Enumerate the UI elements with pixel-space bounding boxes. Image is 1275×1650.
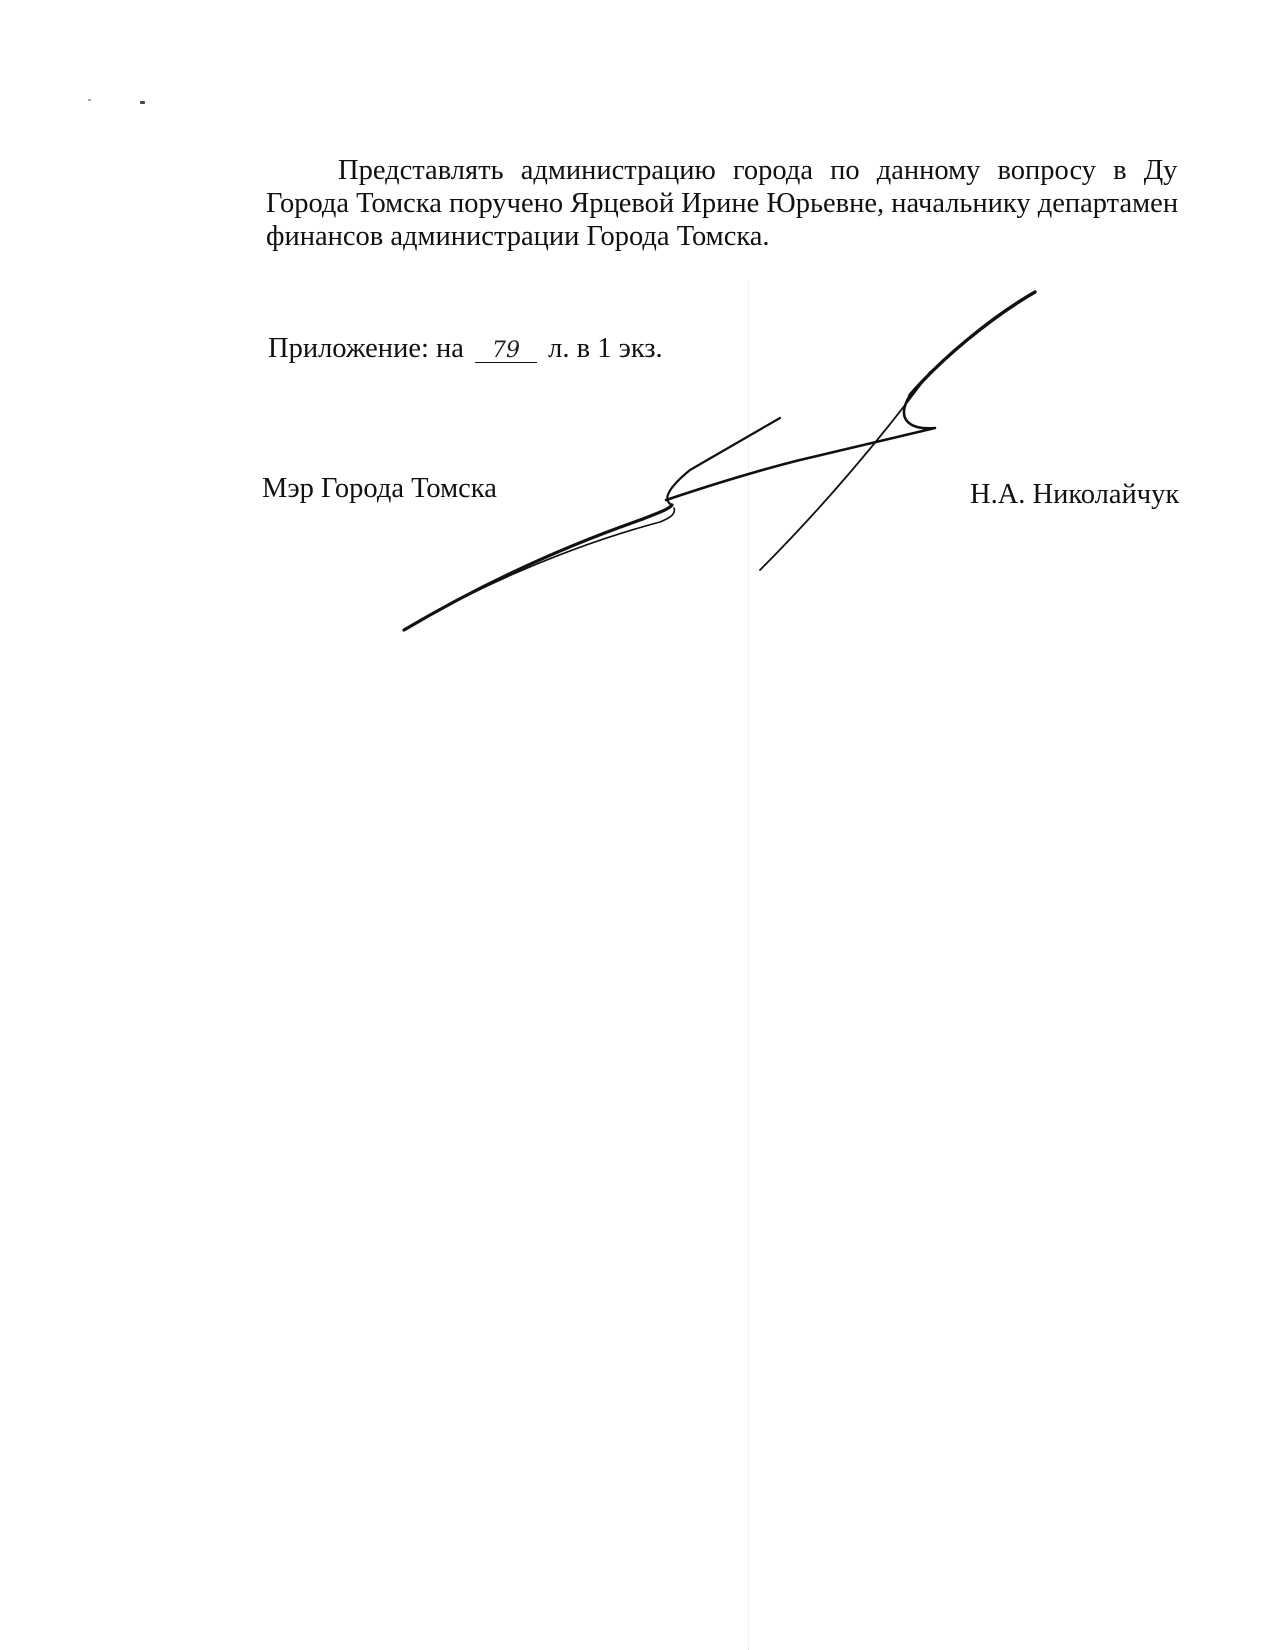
scan-speck	[88, 99, 91, 101]
signatory-title: Мэр Города Томска	[262, 473, 497, 504]
body-paragraph	[266, 154, 1275, 253]
signatory-name: Н.А. Николайчук	[970, 479, 1180, 510]
signature-stroke	[667, 418, 780, 505]
paragraph-line: Города Томска поручено Ярцевой Ирине Юрьевне, начальнику департамен	[266, 188, 1179, 219]
scan-fold-line	[748, 280, 749, 1650]
signature-stroke	[404, 505, 672, 630]
signature-stroke	[420, 508, 674, 620]
signature-stroke	[760, 372, 930, 570]
attachment-prefix: Приложение: на	[268, 333, 464, 364]
attachment-note	[268, 332, 663, 366]
signature-stroke	[910, 292, 1035, 395]
attachment-page-count: 79	[475, 340, 537, 363]
attachment-suffix: л. в 1 экз.	[548, 333, 663, 364]
scan-speck	[140, 101, 145, 104]
paragraph-line: Представлять администрацию города по данному вопросу в Ду	[338, 155, 1178, 186]
signature-stroke	[666, 395, 935, 500]
paragraph-line: финансов администрации Города Томска.	[266, 221, 770, 252]
